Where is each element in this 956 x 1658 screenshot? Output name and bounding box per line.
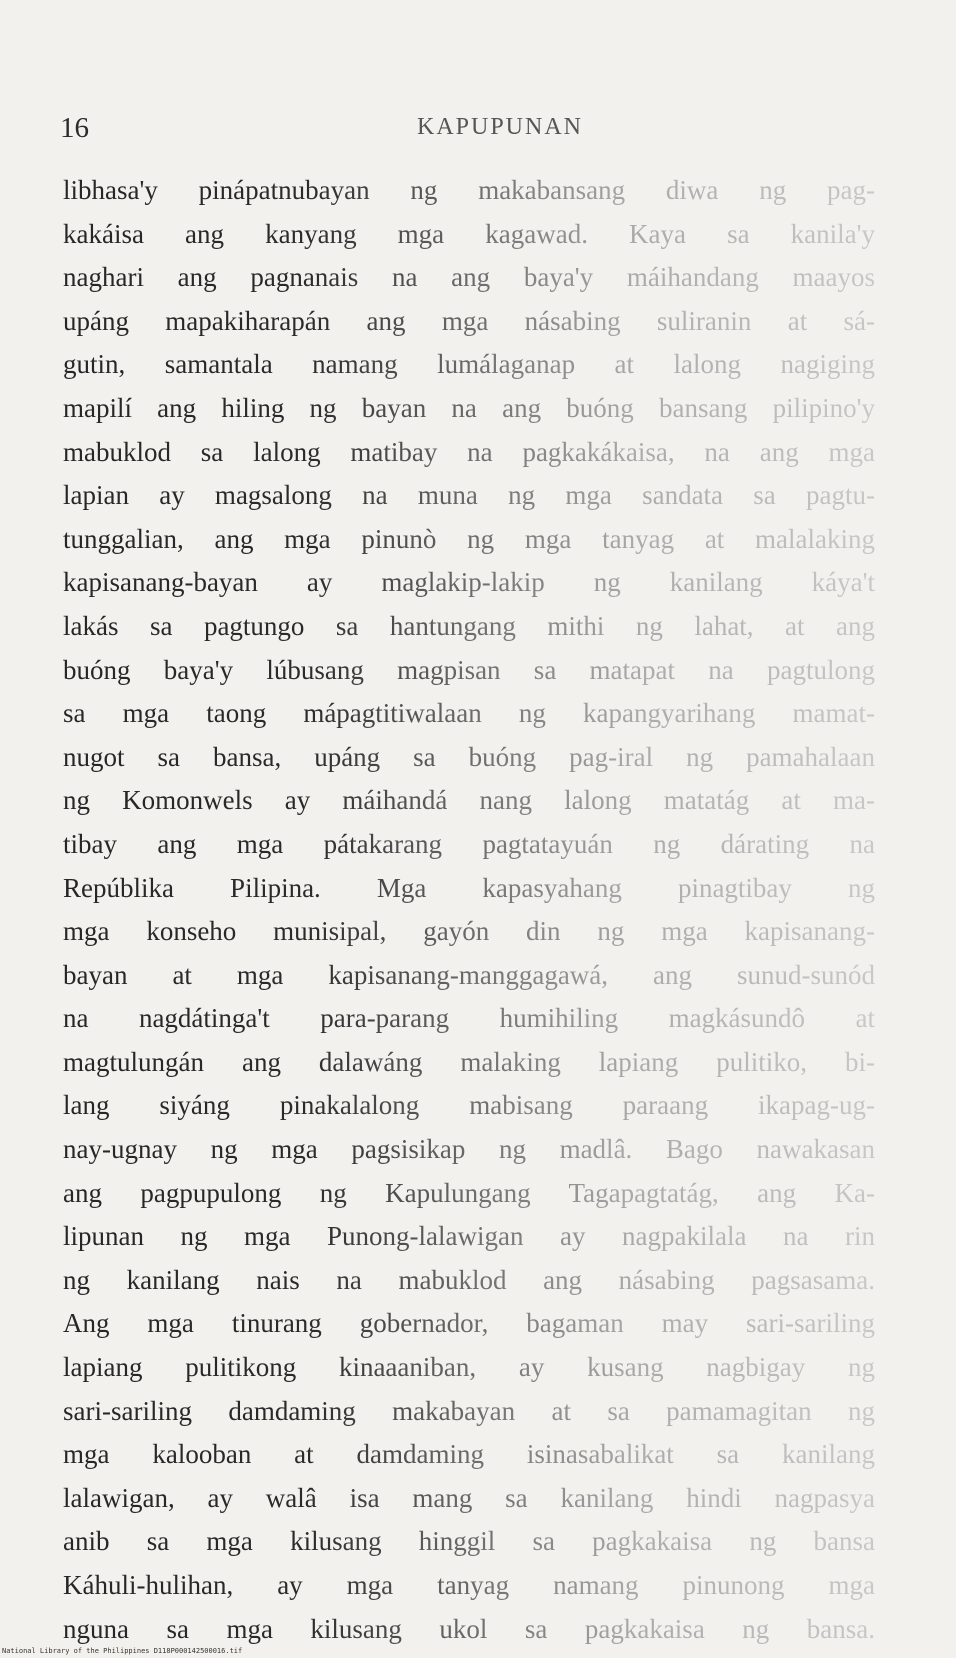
text-line: mga konseho munisipal, gayón din ng mga kapisanang- (63, 910, 875, 954)
text-line: buóng baya'y lúbusang magpisan sa matapat na pagtulong (63, 649, 875, 693)
text-line: ng kanilang nais na mabuklod ang násabing pagsasama. (63, 1259, 875, 1303)
text-line: lapiang pulitikong kinaaaniban, ay kusang nagbigay ng (63, 1346, 875, 1390)
text-line: lakás sa pagtungo sa hantungang mithi ng lahat, at ang (63, 605, 875, 649)
text-line: tibay ang mga pátakarang pagtatayuán ng dárating na (63, 823, 875, 867)
text-line: kakáisa ang kanyang mga kagawad. Kaya sa kanila'y (63, 213, 875, 257)
text-line: sa mga taong mápagtitiwalaan ng kapangyarihang mamat- (63, 692, 875, 736)
text-line: nay-ugnay ng mga pagsisikap ng madlâ. Bago nawakasan (63, 1128, 875, 1172)
page-number: 16 (60, 112, 89, 144)
text-line: sari-sariling damdaming makabayan at sa pamamagitan ng (63, 1390, 875, 1434)
text-line: lang siyáng pinakalalong mabisang paraang ikapag-ug- (63, 1084, 875, 1128)
text-line: Káhuli-hulihan, ay mga tanyag namang pinunong mga (63, 1564, 875, 1608)
text-line: lapian ay magsalong na muna ng mga sandata sa pagtu- (63, 474, 875, 518)
text-line: na nagdátinga't para-parang humihiling magkásundô at (63, 997, 875, 1041)
text-line: ng Komonwels ay máihandá nang lalong matatág at ma- (63, 779, 875, 823)
text-line: lipunan ng mga Punong-lalawigan ay nagpakilala na rin (63, 1215, 875, 1259)
text-line: upáng mapakiharapán ang mga násabing suliranin at sá- (63, 300, 875, 344)
text-line: lalawigan, ay walâ isa mang sa kanilang hindi nagpasya (63, 1477, 875, 1521)
page-header (60, 112, 880, 162)
running-head: KAPUPUNAN (416, 114, 584, 140)
text-line: magtulungán ang dalawáng malaking lapiang pulitiko, bi- (63, 1041, 875, 1085)
scan-credit: National Library of the Philippines D118P000142500016.tif (2, 1647, 243, 1655)
text-line: Ang mga tinurang gobernador, bagaman may sari-sariling (63, 1302, 875, 1346)
text-line: nugot sa bansa, upáng sa buóng pag-iral ng pamahalaan (63, 736, 875, 780)
body-text (63, 169, 875, 1651)
text-line: anib sa mga kilusang hinggil sa pagkakaisa ng bansa (63, 1520, 875, 1564)
text-line: ang pagpupulong ng Kapulungang Tagapagtatág, ang Ka- (63, 1172, 875, 1216)
text-line: mabuklod sa lalong matibay na pagkakákaisa, na ang mga (63, 431, 875, 475)
text-line: gutin, samantala namang lumálaganap at lalong nagiging (63, 343, 875, 387)
text-line: Repúblika Pilipina. Mga kapasyahang pinagtibay ng (63, 867, 875, 911)
text-line: tunggalian, ang mga pinunò ng mga tanyag at malalaking (63, 518, 875, 562)
text-line: mga kalooban at damdaming isinasabalikat sa kanilang (63, 1433, 875, 1477)
text-line: bayan at mga kapisanang-manggagawá, ang sunud-sunód (63, 954, 875, 998)
text-line: mapilí ang hiling ng bayan na ang buóng bansang pilipino'y (63, 387, 875, 431)
text-line: naghari ang pagnanais na ang baya'y máihandang maayos (63, 256, 875, 300)
text-line: libhasa'y pinápatnubayan ng makabansang diwa ng pag- (63, 169, 875, 213)
text-line: nguna sa mga kilusang ukol sa pagkakaisa ng bansa. (63, 1608, 875, 1652)
text-line: kapisanang-bayan ay maglakip-lakip ng kanilang káya't (63, 561, 875, 605)
